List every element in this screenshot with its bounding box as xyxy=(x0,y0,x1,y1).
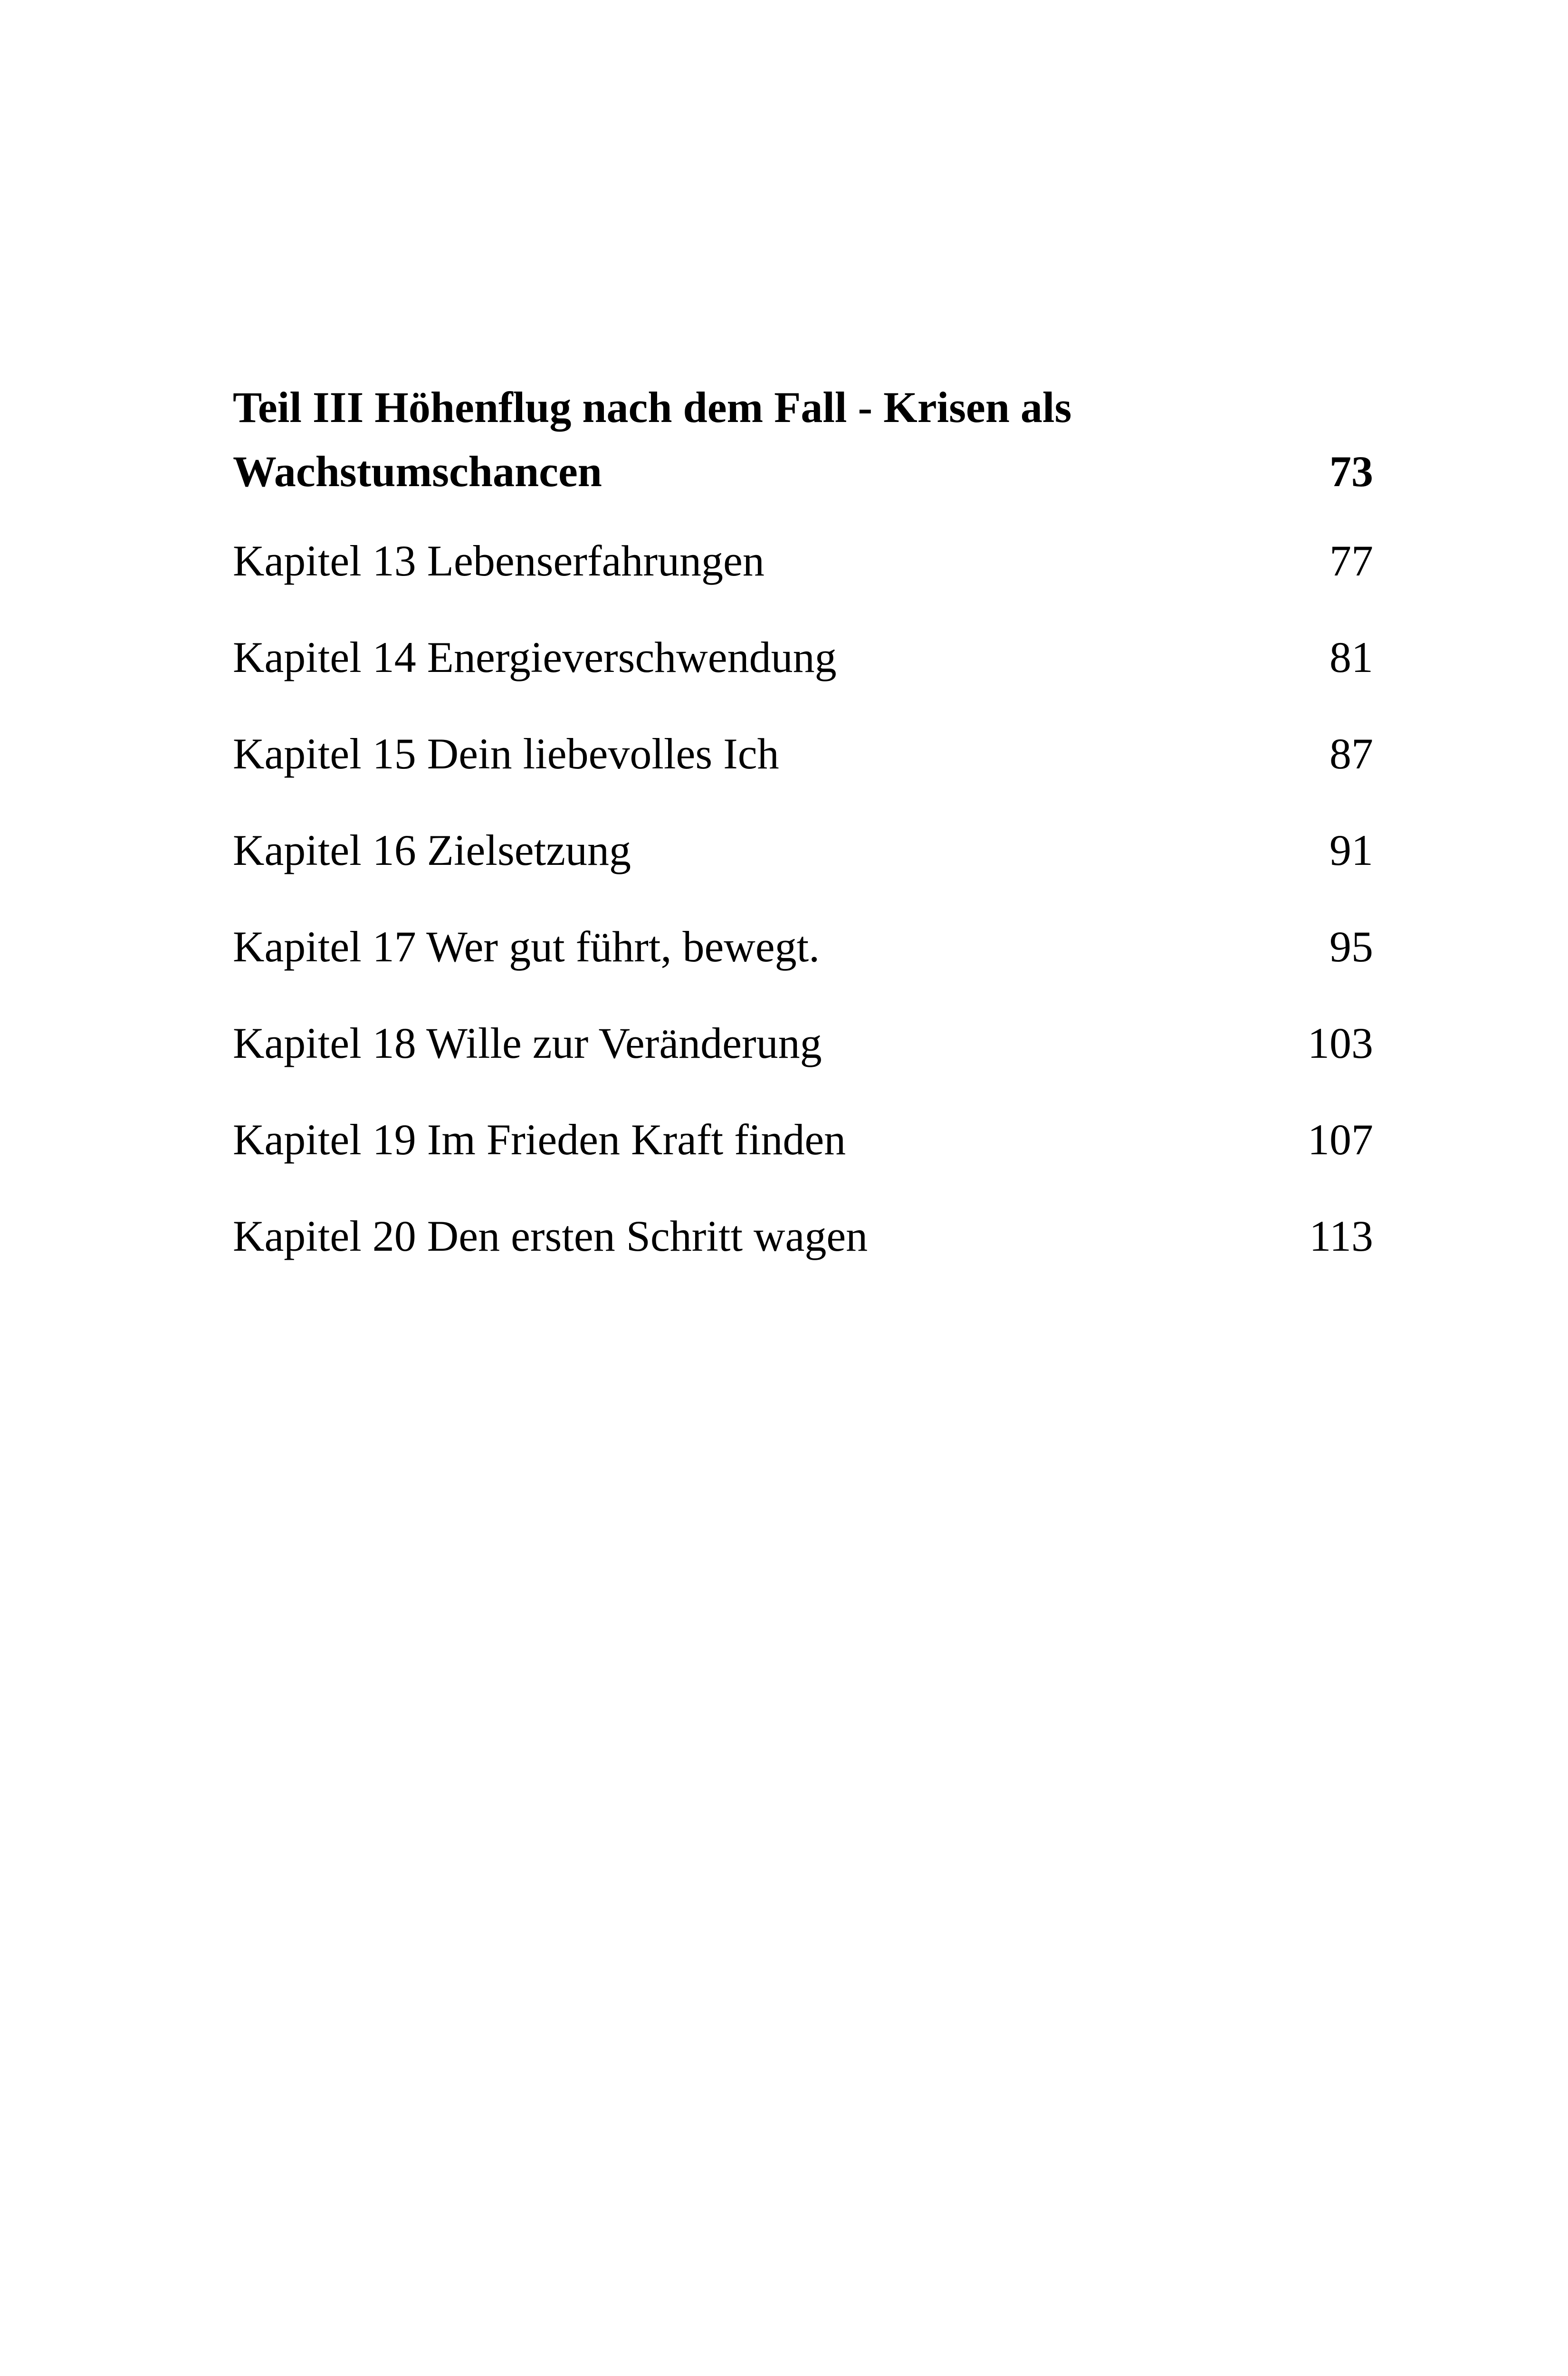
chapter-title: Kapitel 15 Dein liebevolles Ich xyxy=(233,729,779,778)
chapter-page-number: 77 xyxy=(1329,537,1373,585)
chapter-page-number: 95 xyxy=(1329,922,1373,971)
chapter-entry xyxy=(233,1015,1373,1111)
chapter-page-number: 103 xyxy=(1308,1019,1373,1067)
part-title-row xyxy=(233,440,1373,504)
chapter-entry xyxy=(233,725,1373,822)
table-of-contents xyxy=(233,375,1373,1304)
chapter-page-number: 81 xyxy=(1329,633,1373,681)
chapter-page-number: 113 xyxy=(1309,1212,1373,1260)
part-title-line2: Wachstumschancen xyxy=(233,447,602,496)
chapter-entry xyxy=(233,822,1373,918)
part-page-number: 73 xyxy=(1329,447,1373,496)
part-heading xyxy=(233,375,1373,504)
chapter-page-number: 107 xyxy=(1308,1115,1373,1164)
chapter-entry xyxy=(233,629,1373,725)
chapter-title: Kapitel 18 Wille zur Veränderung xyxy=(233,1019,822,1067)
chapter-title: Kapitel 14 Energieverschwendung xyxy=(233,633,837,681)
chapter-entry xyxy=(233,1111,1373,1207)
chapter-entry xyxy=(233,1207,1373,1304)
chapter-entry xyxy=(233,532,1373,629)
chapter-title: Kapitel 16 Zielsetzung xyxy=(233,826,631,874)
chapter-entry xyxy=(233,918,1373,1015)
chapter-title: Kapitel 19 Im Frieden Kraft finden xyxy=(233,1115,846,1164)
chapter-title: Kapitel 20 Den ersten Schritt wagen xyxy=(233,1212,868,1260)
chapter-page-number: 87 xyxy=(1329,729,1373,778)
chapter-page-number: 91 xyxy=(1329,826,1373,874)
chapter-title: Kapitel 13 Lebenserfahrungen xyxy=(233,537,765,585)
chapter-list xyxy=(233,532,1373,1304)
chapter-title: Kapitel 17 Wer gut führt, bewegt. xyxy=(233,922,820,971)
part-title-line1: Teil III Höhenflug nach dem Fall - Krisen als xyxy=(233,383,1072,431)
